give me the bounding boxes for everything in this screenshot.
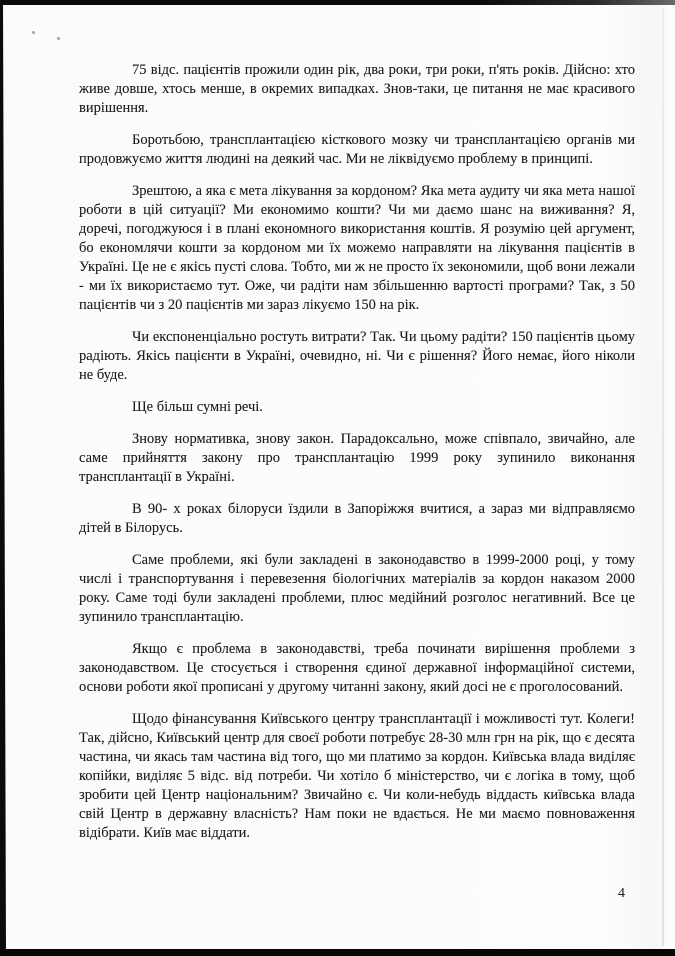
scan-border-top (0, 0, 675, 5)
scan-border-bottom (0, 949, 675, 956)
document-body (79, 61, 635, 856)
paragraph: 75 відс. пацієнтів прожили один рік, два роки, три роки, п'ять років. Дійсно: хто живе довше, хтось менше, в окремих випадках. Знов-таки, це питання не має красивого вирішення. (79, 62, 635, 116)
paragraph: Саме проблеми, які були закладені в законодавство в 1999-2000 році, у тому числі і транспортування і перевезення біологічних матеріалів за кордон наказом 2000 року. Саме тоді були закладені проблеми, плюс медійний розголос негативний. Все це зупинило трансплантацію. (79, 552, 635, 625)
scan-speck (32, 31, 35, 34)
scan-border-left (0, 0, 6, 956)
paragraph: Якщо є проблема в законодавстві, треба починати вирішення проблеми з законодавством. Це стосується і створення єдиної державної інформаційної системи, основи роботи якої прописані у другому читанні закону, який досі не є проголосований. (79, 641, 635, 695)
page-number: 4 (618, 886, 625, 901)
paragraph: Чи експоненціально ростуть витрати? Так. Чи цьому радіти? 150 пацієнтів цьому радіють. Якісь пацієнти в Україні, очевидно, ні. Чи є рішення? Його немає, його ніколи не буде. (79, 329, 635, 383)
paper-edge (662, 8, 664, 946)
paragraph: Знову нормативка, знову закон. Парадоксально, може співпало, звичайно, але саме прийняття закону про трансплантацію 1999 року зупинило виконання трансплантації в Україні. (79, 431, 635, 485)
paragraph: Ще більш сумні речі. (132, 399, 263, 415)
paragraph: Зрештою, а яка є мета лікування за кордоном? Яка мета аудиту чи яка мета нашої роботи в цій ситуації? Ми економимо кошти? Чи ми даємо шанс на виживання? Я, доречі, погоджуюся і в плані економного використання коштів. Я розумію цей аргумент, бо економлячи кошти за кордоном ми їх можемо направляти на лікування пацієнтів в Україні. Це не є якісь пусті слова. Тобто, ми ж не просто їх зекономили, щоб вони лежали - ми їх використаємо тут. Оже, чи радіти нам збільшенню вартості програми? Так, з 50 пацієнтів чи з 20 пацієнтів ми зараз лікуємо 150 на рік. (79, 183, 635, 313)
paragraph: Боротьбою, трансплантацією кісткового мозку чи трансплантацією органів ми продовжуємо життя людині на деякий час. Ми не ліквідуємо проблему в принципі. (79, 132, 635, 167)
paragraph: В 90- х роках білоруси їздили в Запоріжжя вчитися, а зараз ми відправляємо дітей в Білорусь. (79, 501, 635, 536)
paragraph: Щодо фінансування Київського центру трансплантації і можливості тут. Колеги! Так, дійсно, Київський центр для своєї роботи потребує 28-30 млн грн на рік, що є десята частина, чи якась там частина від того, що ми платимо за кордон. Київська влада виділяє копійки, виділяє 5 відс. від потреби. Чи хотіло б міністерство, чи є логіка в тому, щоб зробити цей Центр національним? Звичайно є. Чи коли-небудь віддасть київська влада свій Центр в державну власність? Нам поки не вдається. Не ми маємо повноваження відібрати. Київ має віддати. (79, 711, 635, 841)
scan-speck (57, 37, 60, 40)
